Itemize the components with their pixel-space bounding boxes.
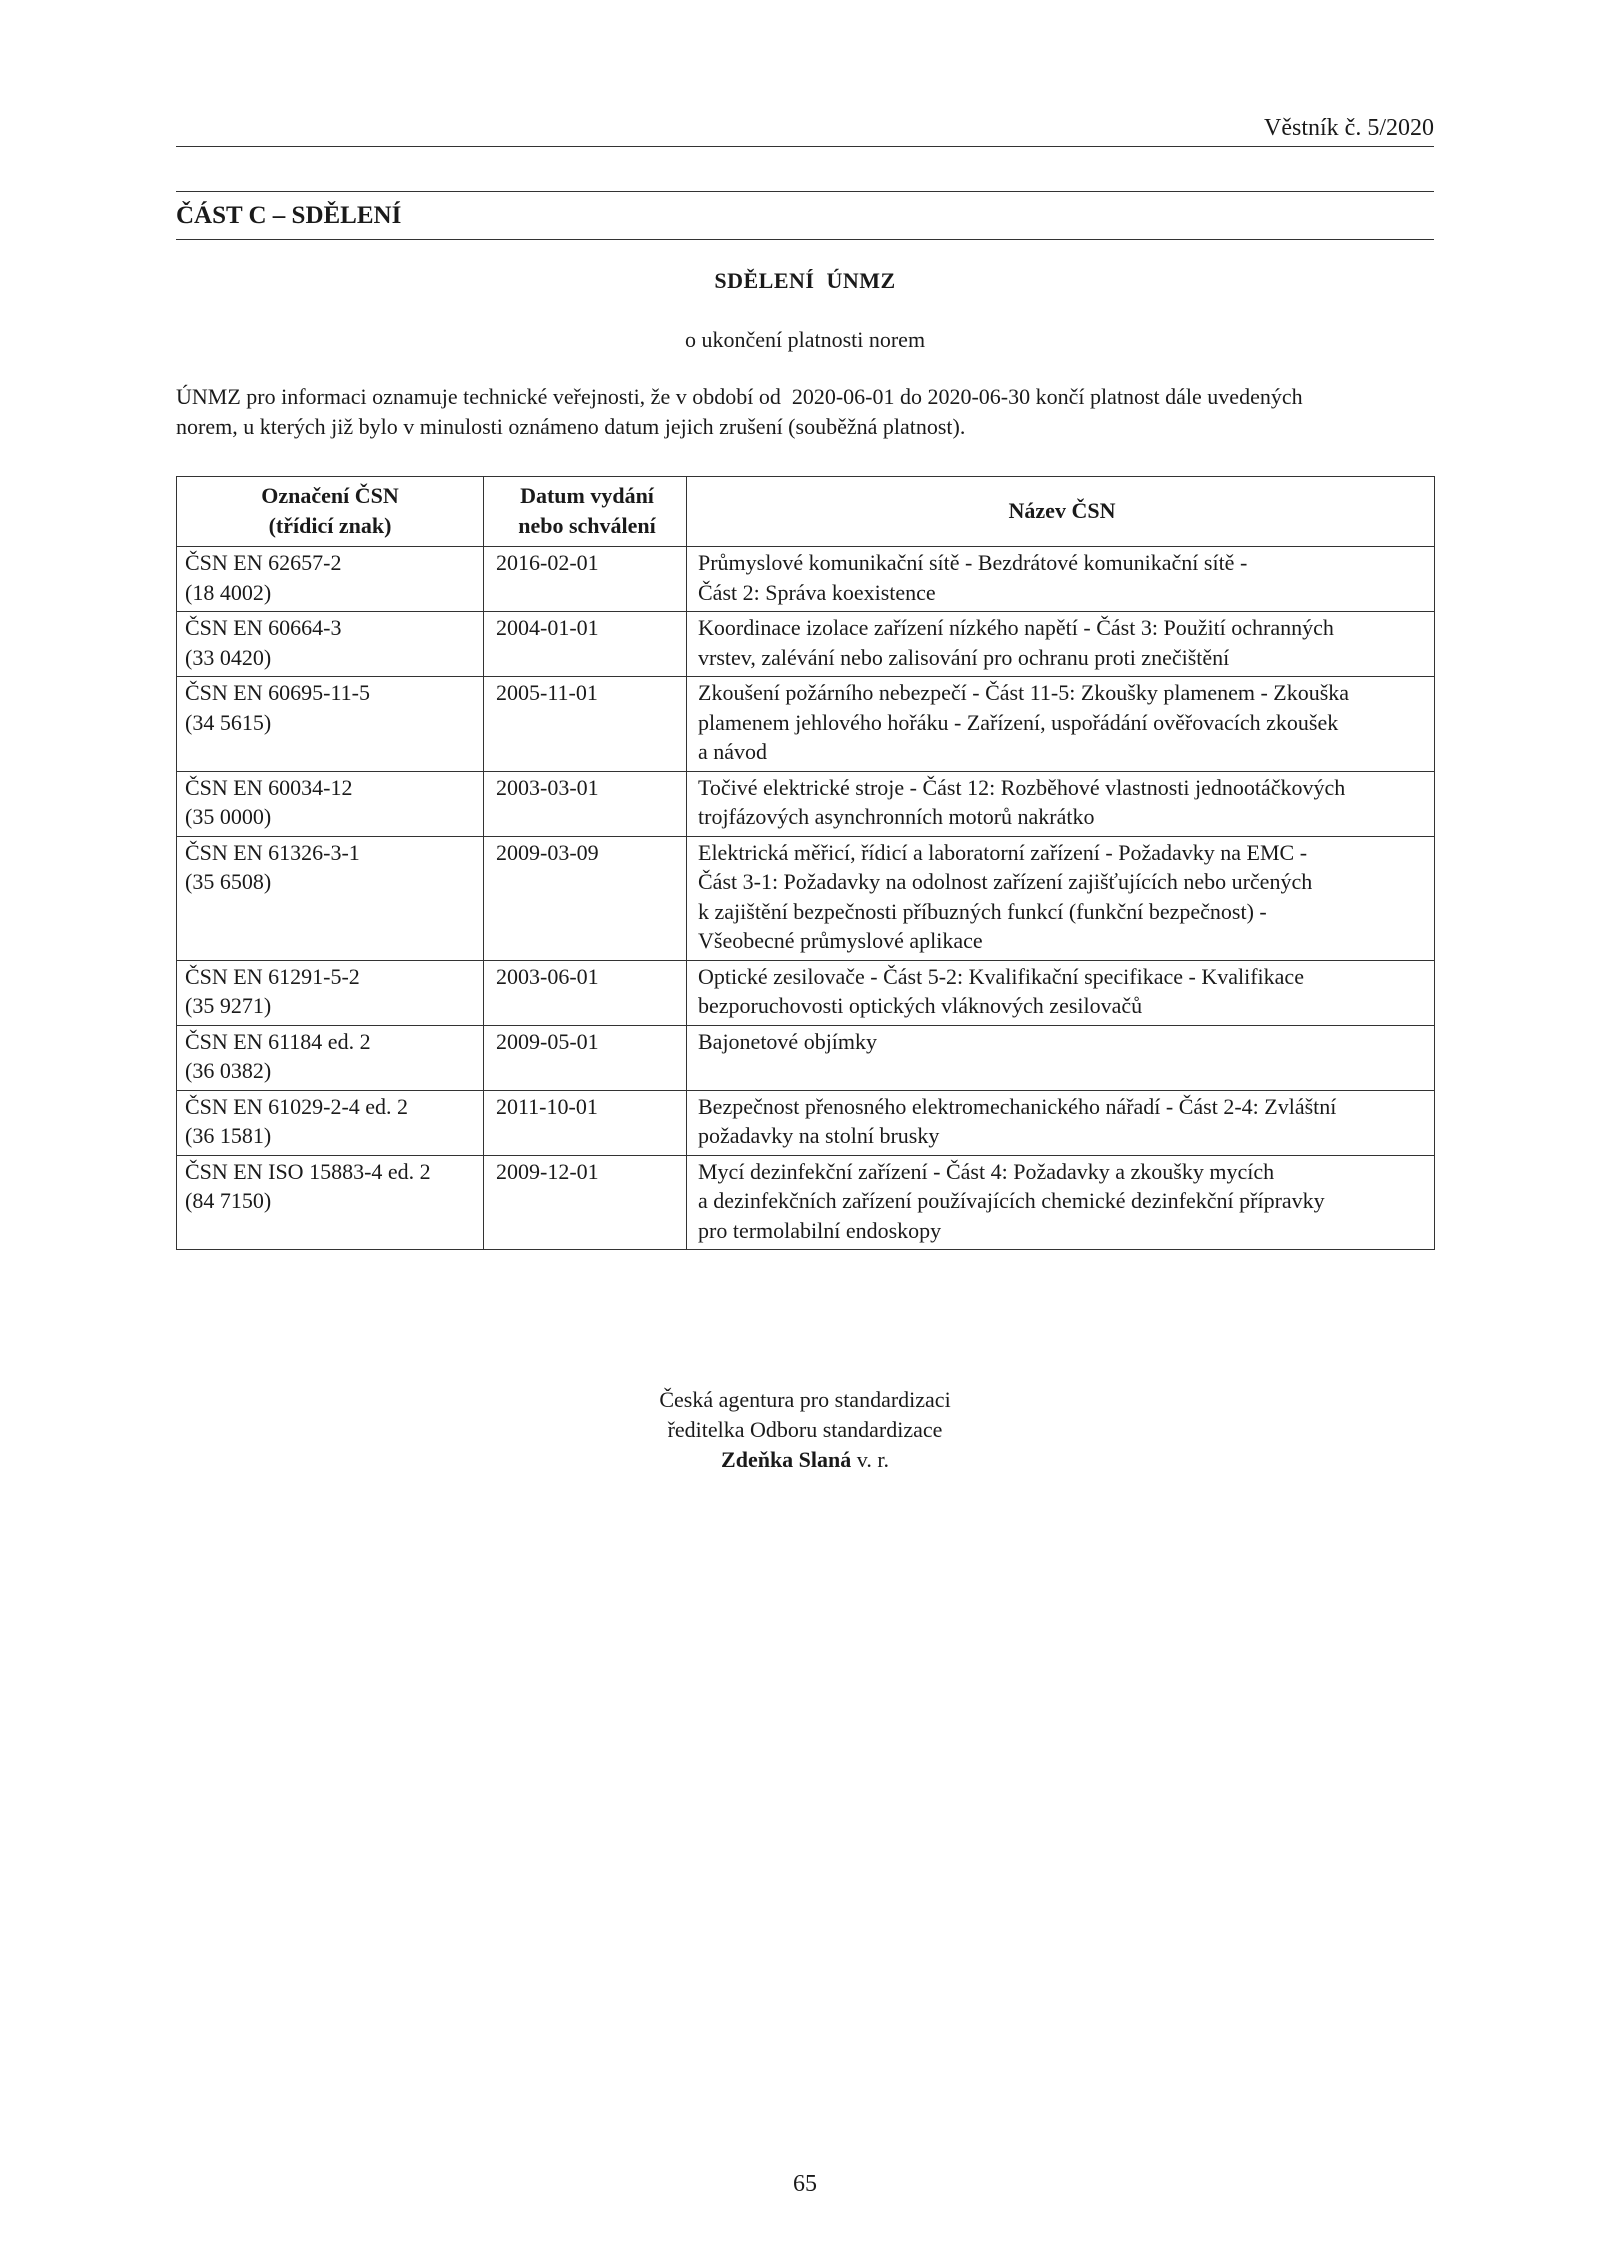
norm-code: ČSN EN 61029-2-4 ed. 2	[185, 1093, 409, 1119]
header-rule	[176, 146, 1434, 147]
cell-code	[177, 836, 484, 960]
norm-name-line: Část 2: Správa koexistence	[698, 579, 936, 605]
signature-suffix: v. r.	[851, 1447, 889, 1472]
table-row	[177, 771, 1435, 836]
norm-class: (35 6508)	[185, 869, 272, 894]
norm-class: (36 0382)	[185, 1058, 272, 1083]
signature-role: ředitelka Odboru standardizace	[667, 1417, 943, 1442]
cell-name	[687, 771, 1435, 836]
intro-paragraph	[176, 382, 1434, 442]
norm-class: (84 7150)	[185, 1188, 272, 1213]
norm-name-line: Zkoušení požárního nebezpečí - Část 11-5: Zkoušky plamenem - Zkouška	[698, 680, 1350, 705]
norm-class: (33 0420)	[185, 644, 272, 670]
table-row	[177, 1090, 1435, 1155]
norm-code: ČSN EN 61184 ed. 2	[185, 1028, 371, 1054]
norm-name-line: a návod	[698, 739, 768, 764]
norm-class: (35 0000)	[185, 804, 272, 829]
cell-name	[687, 677, 1435, 772]
cell-code	[177, 771, 484, 836]
norm-code: ČSN EN ISO 15883-4 ed. 2	[185, 1158, 431, 1184]
header-date-line: Datum vydání	[520, 483, 654, 508]
norm-name-line: Mycí dezinfekční zařízení - Část 4: Požadavky a zkoušky mycích	[698, 1158, 1275, 1184]
cell-code	[177, 612, 484, 677]
section-rule-top	[176, 191, 1434, 192]
norm-code: ČSN EN 60695-11-5	[185, 680, 370, 705]
norm-name-line: Elektrická měřicí, řídicí a laboratorní zařízení - Požadavky na EMC -	[698, 839, 1308, 865]
norm-class: (35 9271)	[185, 993, 272, 1018]
table-row	[177, 1025, 1435, 1090]
header-name: Název ČSN	[687, 477, 1435, 547]
cell-name	[687, 836, 1435, 960]
norms-table	[176, 476, 1435, 1250]
cell-name	[687, 547, 1435, 612]
norm-code: ČSN EN 61291-5-2	[185, 963, 360, 989]
cell-name	[687, 1025, 1435, 1090]
signature-org: Česká agentura pro standardizaci	[659, 1387, 951, 1412]
notice-subtitle: o ukončení platnosti norem	[684, 327, 926, 352]
running-header: Věstník č. 5/2020	[1264, 115, 1434, 141]
table-row	[177, 1155, 1435, 1250]
cell-date: 2009-05-01	[484, 1025, 687, 1090]
table-body	[177, 547, 1435, 1250]
norm-name-line: bezporuchovosti optických vláknových zesilovačů	[698, 993, 1143, 1018]
norm-code: ČSN EN 61326-3-1	[185, 839, 360, 865]
table-row	[177, 836, 1435, 960]
norm-code: ČSN EN 62657-2	[185, 550, 342, 575]
cell-code	[177, 960, 484, 1025]
cell-code	[177, 1025, 484, 1090]
signature-name: Zdeňka Slaná	[721, 1447, 852, 1472]
norm-class: (36 1581)	[185, 1123, 272, 1148]
norm-name-line: požadavky na stolní brusky	[698, 1123, 940, 1148]
norm-code: ČSN EN 60034-12	[185, 774, 353, 800]
intro-line: norem, u kterých již bylo v minulosti oznámeno datum jejich zrušení (souběžná platnost).	[176, 414, 966, 439]
table-row	[177, 677, 1435, 772]
norm-class: (18 4002)	[185, 579, 272, 605]
cell-code	[177, 1155, 484, 1250]
cell-date: 2016-02-01	[484, 547, 687, 612]
norm-name-line: vrstev, zalévání nebo zalisování pro ochranu proti znečištění	[698, 644, 1230, 670]
section-rule-bottom	[176, 239, 1434, 240]
cell-date: 2005-11-01	[484, 677, 687, 772]
page-number: 65	[793, 2171, 817, 2197]
cell-date: 2004-01-01	[484, 612, 687, 677]
norm-name-line: a dezinfekčních zařízení používajících chemické dezinfekční přípravky	[698, 1188, 1325, 1213]
table-header-row	[177, 477, 1435, 547]
intro-line: ÚNMZ pro informaci oznamuje technické veřejnosti, že v období od 2020-06-01 do 2020-06-30 končí platnost dále uvedených	[176, 384, 1303, 409]
header-date	[484, 477, 687, 547]
cell-name	[687, 612, 1435, 677]
cell-name	[687, 960, 1435, 1025]
cell-date: 2011-10-01	[484, 1090, 687, 1155]
norm-name-line: Koordinace izolace zařízení nízkého napětí - Část 3: Použití ochranných	[698, 615, 1334, 640]
norm-name-line: pro termolabilní endoskopy	[698, 1217, 942, 1243]
header-code-line: Označení ČSN	[261, 483, 399, 508]
norm-name-line: Točivé elektrické stroje - Část 12: Rozběhové vlastnosti jednootáčkových	[698, 774, 1346, 800]
notice-title: SDĚLENÍ ÚNMZ	[714, 268, 896, 293]
cell-code	[177, 677, 484, 772]
cell-date: 2009-12-01	[484, 1155, 687, 1250]
signature-name-line	[176, 1445, 1434, 1475]
norm-class: (34 5615)	[185, 709, 272, 735]
signature-block	[176, 1385, 1434, 1475]
norm-name-line: trojfázových asynchronních motorů nakrátko	[698, 804, 1095, 829]
table-row	[177, 547, 1435, 612]
cell-date: 2003-03-01	[484, 771, 687, 836]
table-row	[177, 612, 1435, 677]
norm-name-line: Optické zesilovače - Část 5-2: Kvalifikační specifikace - Kvalifikace	[698, 963, 1304, 989]
table-row	[177, 960, 1435, 1025]
norm-name-line: plamenem jehlového hořáku - Zařízení, uspořádání ověřovacích zkoušek	[698, 709, 1339, 735]
section-title: ČÁST C – SDĚLENÍ	[176, 202, 402, 229]
cell-code	[177, 547, 484, 612]
header-code	[177, 477, 484, 547]
norm-name-line: Bajonetové objímky	[698, 1028, 878, 1054]
norm-name-line: Všeobecné průmyslové aplikace	[698, 928, 983, 953]
header-date-line: nebo schválení	[518, 512, 656, 538]
header-code-line: (třídicí znak)	[268, 512, 392, 538]
cell-date: 2009-03-09	[484, 836, 687, 960]
norm-name-line: k zajištění bezpečnosti příbuzných funkcí (funkční bezpečnost) -	[698, 898, 1267, 924]
cell-code	[177, 1090, 484, 1155]
cell-name	[687, 1155, 1435, 1250]
norm-code: ČSN EN 60664-3	[185, 615, 342, 640]
cell-date: 2003-06-01	[484, 960, 687, 1025]
norm-name-line: Bezpečnost přenosného elektromechanického nářadí - Část 2-4: Zvláštní	[698, 1093, 1337, 1119]
cell-name	[687, 1090, 1435, 1155]
norm-name-line: Průmyslové komunikační sítě - Bezdrátové komunikační sítě -	[698, 550, 1248, 575]
norm-name-line: Část 3-1: Požadavky na odolnost zařízení zajišťujících nebo určených	[698, 869, 1313, 894]
